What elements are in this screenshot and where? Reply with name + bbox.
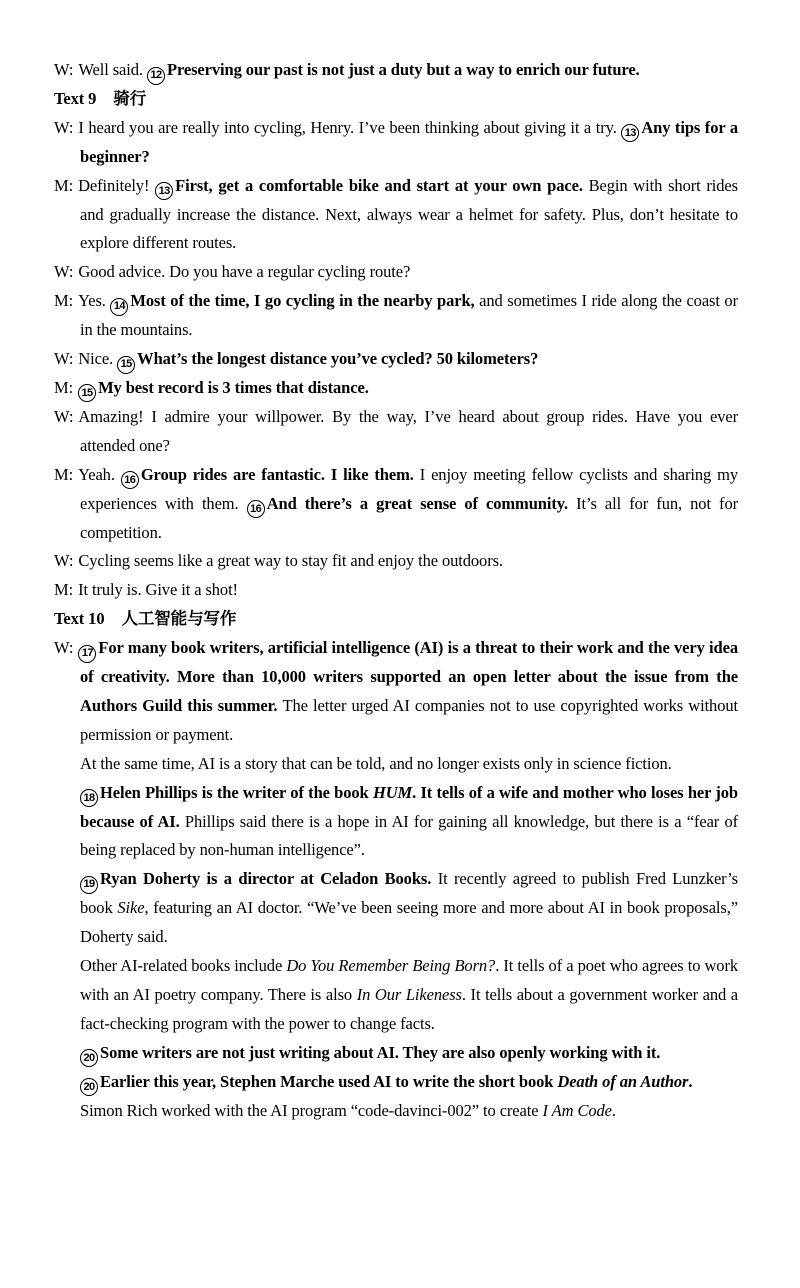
text-run: Begin with short rides and gradually increase the distance. Next, always wear a helmet for safety. Plus, don’t hesitate to explore different routes. bbox=[80, 175, 738, 253]
text-run: At the same time, AI is a story that can be told, and no longer exists only in science fiction. bbox=[80, 753, 672, 773]
text-run: Death of an Author bbox=[557, 1071, 689, 1091]
text-run: . bbox=[688, 1071, 693, 1091]
text-run: Sike bbox=[117, 898, 145, 918]
dialogue-paragraph bbox=[54, 461, 738, 548]
text-run: . bbox=[611, 1100, 616, 1120]
speaker-label: M: bbox=[54, 291, 74, 311]
text-run: Do You Remember Being Born? bbox=[286, 956, 496, 976]
circled-number: 13 bbox=[621, 124, 639, 142]
dialogue-paragraph bbox=[54, 258, 738, 287]
dialogue-paragraph bbox=[54, 345, 738, 374]
speaker-label: W: bbox=[54, 406, 74, 426]
text-run: Nice. bbox=[78, 349, 118, 369]
dialogue-paragraph bbox=[54, 172, 738, 259]
text-run: Group rides are fantastic. I like them. bbox=[140, 464, 420, 484]
text-run: I Am Code bbox=[542, 1100, 612, 1120]
speaker-label: M: bbox=[54, 580, 74, 600]
monologue-paragraph bbox=[80, 865, 738, 952]
speaker-label: W: bbox=[54, 349, 74, 369]
circled-number: 20 bbox=[80, 1078, 98, 1096]
text-run: Text 10 bbox=[54, 609, 105, 629]
circled-number: 14 bbox=[110, 298, 128, 316]
text-run: I enjoy meeting fellow cyclists and sharing my experiences with them. bbox=[80, 464, 738, 513]
text-run: Earlier this year, Stephen Marche used AI to write the short book bbox=[100, 1071, 558, 1091]
text-run: I heard you are really into cycling, Henry. I’ve been thinking about giving it a try. bbox=[78, 117, 622, 137]
dialogue-paragraph bbox=[54, 287, 738, 345]
text-run: HUM bbox=[372, 782, 413, 802]
speaker-label: W: bbox=[54, 638, 74, 658]
text-run: Good advice. Do you have a regular cycling route? bbox=[78, 262, 411, 282]
circled-number: 20 bbox=[80, 1049, 98, 1067]
text-run: Text 9 bbox=[54, 88, 97, 108]
text-run: For many book writers, artificial intelligence (AI) is a threat to their work and the very idea of creativity. More than 10,000 writers supported an open letter about the issue from the Authors Guild this summer. bbox=[80, 638, 738, 715]
text-run: Yes. bbox=[78, 291, 111, 311]
text-run: It’s all for fun, not for competition. bbox=[80, 493, 738, 542]
text-run: And there’s a great sense of community. bbox=[266, 493, 577, 513]
text-run: Most of the time, I go cycling in the nearby park, bbox=[130, 291, 480, 311]
monologue-paragraph bbox=[80, 779, 738, 866]
circled-number: 17 bbox=[78, 645, 96, 663]
monologue-paragraph bbox=[80, 952, 738, 1039]
text-run: , featuring an AI doctor. “We’ve been seeing more and more about AI in book proposals,” Doherty said. bbox=[80, 898, 738, 947]
text-run: Some writers are not just writing about AI. They are also openly working with it. bbox=[100, 1042, 661, 1062]
circled-number: 13 bbox=[155, 182, 173, 200]
dialogue-paragraph bbox=[54, 114, 738, 172]
speaker-label: M: bbox=[54, 175, 74, 195]
dialogue-paragraph bbox=[54, 576, 738, 605]
text-run: . It tells of a wife and mother who loses her job because of AI. bbox=[80, 782, 738, 831]
circled-number: 18 bbox=[80, 789, 98, 807]
section-heading bbox=[54, 605, 738, 634]
text-run: Preserving our past is not just a duty but a way to enrich our future. bbox=[166, 60, 640, 79]
section-heading bbox=[54, 85, 738, 114]
text-run: It truly is. Give it a shot! bbox=[78, 580, 238, 600]
circled-number: 12 bbox=[147, 67, 165, 85]
circled-number: 19 bbox=[80, 876, 98, 894]
speaker-label: M: bbox=[54, 464, 74, 484]
text-run: Helen Phillips is the writer of the book bbox=[100, 782, 373, 802]
dialogue-paragraph bbox=[54, 374, 738, 403]
monologue-paragraph bbox=[80, 1039, 738, 1068]
text-run: . It tells about a government worker and a fact-checking program with the power to change facts. bbox=[80, 985, 739, 1033]
speaker-label: W: bbox=[54, 551, 74, 571]
speaker-label: M: bbox=[54, 377, 74, 397]
text-run: Yeah. bbox=[78, 464, 121, 484]
text-run: In Our Likeness bbox=[356, 985, 462, 1004]
dialogue-paragraph bbox=[54, 547, 738, 576]
monologue-paragraph bbox=[80, 1097, 738, 1126]
text-run: Cycling seems like a great way to stay fit and enjoy the outdoors. bbox=[78, 551, 503, 571]
circled-number: 16 bbox=[247, 500, 265, 518]
monologue-paragraph bbox=[80, 750, 738, 779]
text-run: Simon Rich worked with the AI program “code-davinci-002” to create bbox=[80, 1100, 543, 1120]
text-run: First, get a comfortable bike and start at your own pace. bbox=[175, 175, 589, 195]
dialogue-paragraph bbox=[54, 56, 738, 85]
text-run: Ryan Doherty is a director at Celadon Books. bbox=[100, 869, 438, 889]
text-run: It recently agreed to publish Fred Lunzker’s book bbox=[80, 869, 738, 918]
dialogue-paragraph bbox=[54, 403, 738, 461]
speaker-label: W: bbox=[54, 262, 74, 282]
dialogue-paragraph bbox=[54, 634, 738, 750]
text-run: 人工智能与写作 bbox=[121, 609, 237, 629]
text-run: Definitely! bbox=[78, 175, 156, 195]
text-run: Amazing! I admire your willpower. By the way, I’ve heard about group rides. Have you ever attended one? bbox=[78, 406, 738, 455]
circled-number: 15 bbox=[117, 356, 135, 374]
text-run: Any tips for a beginner? bbox=[80, 117, 738, 166]
text-run: Other AI-related books include bbox=[80, 956, 287, 976]
text-run: Phillips said there is a hope in AI for gaining all knowledge, but there is a “fear of being replaced by non-human intelligence”. bbox=[80, 811, 739, 860]
text-run: My best record is 3 times that distance. bbox=[98, 377, 369, 397]
text-run: The letter urged AI companies not to use copyrighted works without permission or payment. bbox=[80, 695, 738, 744]
text-run: 骑行 bbox=[113, 88, 147, 108]
speaker-label: W: bbox=[54, 60, 74, 79]
text-run: . It tells of a poet who agrees to work with an AI poetry company. There is also bbox=[80, 956, 738, 1004]
text-run: What’s the longest distance you’ve cycled? 50 kilometers? bbox=[137, 349, 539, 369]
text-run: Well said. bbox=[78, 60, 147, 79]
circled-number: 15 bbox=[78, 384, 96, 402]
circled-number: 16 bbox=[121, 471, 139, 489]
text-run: and sometimes I ride along the coast or in the mountains. bbox=[80, 291, 738, 340]
speaker-label: W: bbox=[54, 117, 74, 137]
monologue-paragraph bbox=[80, 1068, 738, 1097]
